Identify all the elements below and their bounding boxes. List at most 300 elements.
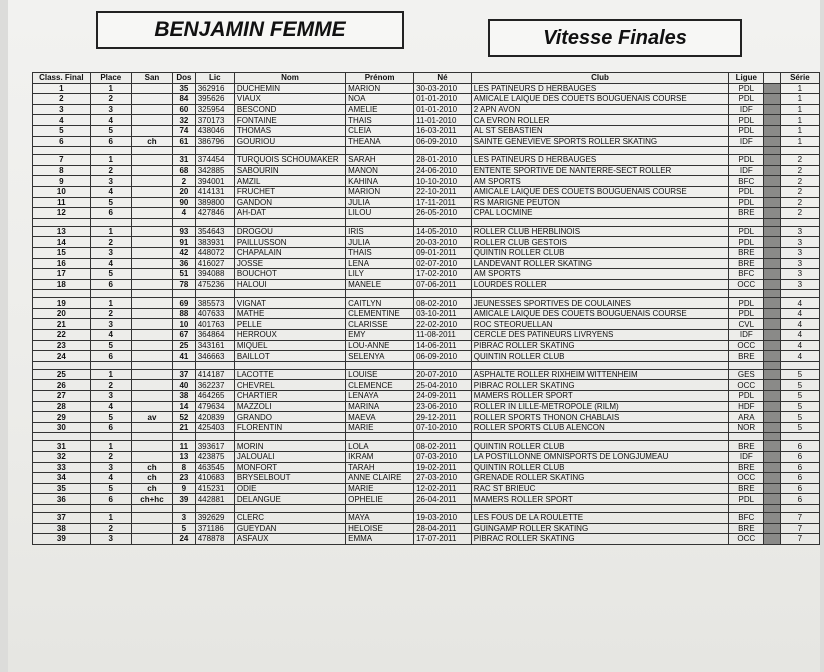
place-cell: 3: [90, 534, 131, 545]
series-divider: [764, 247, 780, 258]
series-divider: [764, 237, 780, 248]
ne-cell: 22-10-2011: [414, 186, 472, 197]
ne-cell: 20-07-2010: [414, 369, 472, 380]
club-cell: QUINTIN ROLLER CLUB: [471, 441, 729, 452]
class-final-cell: 32: [33, 452, 91, 463]
column-header: Prénom: [346, 73, 414, 84]
table-row: [33, 155, 820, 166]
column-header: Série: [780, 73, 819, 84]
separator-cell: [764, 218, 780, 226]
place-cell: 5: [90, 197, 131, 208]
ligue-cell: ARA: [729, 412, 764, 423]
dos-cell: 61: [173, 136, 196, 147]
ligue-cell: PDL: [729, 197, 764, 208]
ne-cell: 07-10-2010: [414, 422, 472, 433]
separator-cell: [780, 290, 819, 298]
separator-cell: [173, 290, 196, 298]
san-cell: [131, 165, 172, 176]
group-separator-row: [33, 504, 820, 512]
dos-cell: 9: [173, 483, 196, 494]
serie-cell: 5: [780, 391, 819, 402]
class-final-cell: 5: [33, 125, 91, 136]
ligue-cell: OCC: [729, 473, 764, 484]
class-final-cell: 6: [33, 136, 91, 147]
club-cell: CPAL LOCMINE: [471, 208, 729, 219]
class-final-cell: 37: [33, 512, 91, 523]
ne-cell: 14-06-2011: [414, 340, 472, 351]
nom-cell: DROGOU: [234, 226, 345, 237]
ne-cell: 08-02-2010: [414, 298, 472, 309]
prenom-cell: IRIS: [346, 226, 414, 237]
serie-cell: 2: [780, 186, 819, 197]
dos-cell: 69: [173, 298, 196, 309]
ligue-cell: BRE: [729, 441, 764, 452]
club-cell: ROLLER SPORTS THONON CHABLAIS: [471, 412, 729, 423]
group-separator-row: [33, 218, 820, 226]
column-header: Ligue: [729, 73, 764, 84]
dos-cell: 93: [173, 226, 196, 237]
series-divider: [764, 165, 780, 176]
club-cell: CA EVRON ROLLER: [471, 115, 729, 126]
separator-cell: [195, 218, 234, 226]
place-cell: 2: [90, 237, 131, 248]
dos-cell: 42: [173, 247, 196, 258]
prenom-cell: ANNE CLAIRE: [346, 473, 414, 484]
lic-cell: 414131: [195, 186, 234, 197]
group-separator-row: [33, 290, 820, 298]
club-cell: ASPHALTE ROLLER RIXHEIM WITTENHEIM: [471, 369, 729, 380]
separator-cell: [346, 290, 414, 298]
place-cell: 1: [90, 441, 131, 452]
separator-cell: [90, 218, 131, 226]
dos-cell: 23: [173, 473, 196, 484]
nom-cell: SABOURIN: [234, 165, 345, 176]
class-final-cell: 30: [33, 422, 91, 433]
series-divider: [764, 462, 780, 473]
separator-cell: [234, 361, 345, 369]
nom-cell: THOMAS: [234, 125, 345, 136]
dos-cell: 2: [173, 176, 196, 187]
series-divider: [764, 380, 780, 391]
class-final-cell: 20: [33, 308, 91, 319]
table-row: [33, 165, 820, 176]
prenom-cell: MAEVA: [346, 412, 414, 423]
dos-cell: 35: [173, 83, 196, 94]
table-row: [33, 94, 820, 105]
nom-cell: GOURIOU: [234, 136, 345, 147]
table-row: [33, 380, 820, 391]
san-cell: [131, 258, 172, 269]
nom-cell: FLORENTIN: [234, 422, 345, 433]
series-divider: [764, 298, 780, 309]
class-final-cell: 22: [33, 330, 91, 341]
ligue-cell: BFC: [729, 512, 764, 523]
nom-cell: MORIN: [234, 441, 345, 452]
table-row: [33, 422, 820, 433]
serie-cell: 3: [780, 258, 819, 269]
san-cell: av: [131, 412, 172, 423]
separator-cell: [729, 218, 764, 226]
san-cell: [131, 226, 172, 237]
ligue-cell: BRE: [729, 351, 764, 362]
club-cell: 2 APN AVON: [471, 104, 729, 115]
table-row: [33, 176, 820, 187]
club-cell: PIBRAC ROLLER SKATING: [471, 340, 729, 351]
serie-cell: 3: [780, 247, 819, 258]
table-row: [33, 237, 820, 248]
ligue-cell: PDL: [729, 237, 764, 248]
lic-cell: 410683: [195, 473, 234, 484]
lic-cell: 325954: [195, 104, 234, 115]
ligue-cell: OCC: [729, 340, 764, 351]
club-cell: GUINGAMP ROLLER SKATING: [471, 523, 729, 534]
ligue-cell: PDL: [729, 391, 764, 402]
lic-cell: 393617: [195, 441, 234, 452]
column-header: San: [131, 73, 172, 84]
ligue-cell: PDL: [729, 298, 764, 309]
separator-cell: [90, 290, 131, 298]
separator-cell: [195, 147, 234, 155]
place-cell: 4: [90, 473, 131, 484]
dos-cell: 90: [173, 197, 196, 208]
place-cell: 5: [90, 483, 131, 494]
ne-cell: 06-09-2010: [414, 136, 472, 147]
place-cell: 6: [90, 279, 131, 290]
serie-cell: 2: [780, 208, 819, 219]
separator-cell: [764, 147, 780, 155]
prenom-cell: SARAH: [346, 155, 414, 166]
series-divider: [764, 441, 780, 452]
series-divider: [764, 401, 780, 412]
separator-cell: [414, 361, 472, 369]
lic-cell: 425403: [195, 422, 234, 433]
ne-cell: 17-02-2010: [414, 269, 472, 280]
separator-cell: [173, 433, 196, 441]
san-cell: [131, 441, 172, 452]
prenom-cell: JULIA: [346, 237, 414, 248]
prenom-cell: LILOU: [346, 208, 414, 219]
club-cell: CERCLE DES PATINEURS LIVRYENS: [471, 330, 729, 341]
separator-cell: [764, 290, 780, 298]
separator-cell: [729, 504, 764, 512]
class-final-cell: 24: [33, 351, 91, 362]
class-final-cell: 1: [33, 83, 91, 94]
separator-cell: [90, 361, 131, 369]
serie-cell: 1: [780, 125, 819, 136]
lic-cell: 383931: [195, 237, 234, 248]
club-cell: PIBRAC ROLLER SKATING: [471, 380, 729, 391]
ne-cell: 17-07-2011: [414, 534, 472, 545]
lic-cell: 420839: [195, 412, 234, 423]
lic-cell: 370173: [195, 115, 234, 126]
serie-cell: 6: [780, 441, 819, 452]
club-cell: JEUNESSES SPORTIVES DE COULAINES: [471, 298, 729, 309]
results-sheet: [8, 0, 820, 672]
san-cell: [131, 115, 172, 126]
place-cell: 6: [90, 351, 131, 362]
prenom-cell: KAHINA: [346, 176, 414, 187]
club-cell: GRENADE ROLLER SKATING: [471, 473, 729, 484]
table-row: [33, 351, 820, 362]
ligue-cell: OCC: [729, 279, 764, 290]
table-row: [33, 319, 820, 330]
san-cell: ch: [131, 473, 172, 484]
separator-cell: [471, 147, 729, 155]
serie-cell: 7: [780, 523, 819, 534]
nom-cell: GRANDO: [234, 412, 345, 423]
prenom-cell: MANELE: [346, 279, 414, 290]
nom-cell: MONFORT: [234, 462, 345, 473]
series-divider: [764, 155, 780, 166]
serie-cell: 4: [780, 319, 819, 330]
series-divider: [764, 269, 780, 280]
serie-cell: 7: [780, 512, 819, 523]
place-cell: 2: [90, 94, 131, 105]
nom-cell: FONTAINE: [234, 115, 345, 126]
series-divider: [764, 258, 780, 269]
series-divider: [764, 483, 780, 494]
ligue-cell: PDL: [729, 83, 764, 94]
ne-cell: 07-06-2011: [414, 279, 472, 290]
prenom-cell: MARIE: [346, 422, 414, 433]
table-row: [33, 494, 820, 505]
lic-cell: 354643: [195, 226, 234, 237]
serie-cell: 3: [780, 226, 819, 237]
table-row: [33, 473, 820, 484]
results-table: [32, 72, 820, 545]
lic-cell: 475236: [195, 279, 234, 290]
serie-cell: 1: [780, 136, 819, 147]
dos-cell: 88: [173, 308, 196, 319]
club-cell: ROLLER CLUB HERBLINOIS: [471, 226, 729, 237]
table-row: [33, 269, 820, 280]
club-cell: AMICALE LAIQUE DES COUETS BOUGUENAIS COURSE: [471, 308, 729, 319]
club-cell: ROC STEORUELLAN: [471, 319, 729, 330]
series-divider: [764, 340, 780, 351]
class-final-cell: 25: [33, 369, 91, 380]
group-separator-row: [33, 147, 820, 155]
series-divider: [764, 136, 780, 147]
separator-cell: [764, 361, 780, 369]
nom-cell: TURQUOIS SCHOUMAKER: [234, 155, 345, 166]
dos-cell: 68: [173, 165, 196, 176]
series-divider: [764, 308, 780, 319]
ligue-cell: BRE: [729, 258, 764, 269]
serie-cell: 3: [780, 237, 819, 248]
class-final-cell: 10: [33, 186, 91, 197]
dos-cell: 4: [173, 208, 196, 219]
table-row: [33, 512, 820, 523]
ligue-cell: PDL: [729, 226, 764, 237]
ne-cell: 24-09-2011: [414, 391, 472, 402]
prenom-cell: MARINA: [346, 401, 414, 412]
dos-cell: 67: [173, 330, 196, 341]
nom-cell: BOUCHOT: [234, 269, 345, 280]
separator-cell: [471, 218, 729, 226]
san-cell: [131, 197, 172, 208]
ligue-cell: PDL: [729, 94, 764, 105]
separator-cell: [780, 218, 819, 226]
serie-cell: 6: [780, 494, 819, 505]
club-cell: AMICALE LAIQUE DES COUETS BOUGUENAIS COURSE: [471, 94, 729, 105]
dos-cell: 31: [173, 155, 196, 166]
separator-cell: [33, 433, 91, 441]
dos-cell: 3: [173, 512, 196, 523]
separator-cell: [764, 433, 780, 441]
place-cell: 4: [90, 330, 131, 341]
series-divider: [764, 125, 780, 136]
san-cell: [131, 237, 172, 248]
prenom-cell: MARIE: [346, 483, 414, 494]
dos-cell: 10: [173, 319, 196, 330]
table-row: [33, 136, 820, 147]
ligue-cell: GES: [729, 369, 764, 380]
nom-cell: DELANGUE: [234, 494, 345, 505]
series-divider: [764, 208, 780, 219]
separator-cell: [729, 290, 764, 298]
table-row: [33, 279, 820, 290]
table-row: [33, 369, 820, 380]
ne-cell: 08-02-2011: [414, 441, 472, 452]
series-divider: [764, 351, 780, 362]
club-cell: ENTENTE SPORTIVE DE NANTERRE-SECT ROLLER: [471, 165, 729, 176]
class-final-cell: 36: [33, 494, 91, 505]
lic-cell: 346663: [195, 351, 234, 362]
separator-cell: [90, 147, 131, 155]
table-row: [33, 340, 820, 351]
series-divider: [764, 369, 780, 380]
ne-cell: 19-02-2011: [414, 462, 472, 473]
ne-cell: 12-02-2011: [414, 483, 472, 494]
serie-cell: 5: [780, 422, 819, 433]
class-final-cell: 28: [33, 401, 91, 412]
column-header: Nom: [234, 73, 345, 84]
class-final-cell: 23: [33, 340, 91, 351]
serie-cell: 5: [780, 369, 819, 380]
club-cell: MAMERS ROLLER SPORT: [471, 391, 729, 402]
club-cell: LES FOUS DE LA ROULETTE: [471, 512, 729, 523]
ligue-cell: IDF: [729, 330, 764, 341]
ne-cell: 19-03-2010: [414, 512, 472, 523]
series-divider: [764, 83, 780, 94]
serie-cell: 3: [780, 269, 819, 280]
dos-cell: 11: [173, 441, 196, 452]
san-cell: [131, 176, 172, 187]
ne-cell: 11-01-2010: [414, 115, 472, 126]
dos-cell: 24: [173, 534, 196, 545]
club-cell: RAC ST BRIEUC: [471, 483, 729, 494]
nom-cell: MAZZOLI: [234, 401, 345, 412]
lic-cell: 343161: [195, 340, 234, 351]
nom-cell: BRYSELBOUT: [234, 473, 345, 484]
place-cell: 6: [90, 494, 131, 505]
lic-cell: 463545: [195, 462, 234, 473]
place-cell: 2: [90, 308, 131, 319]
ne-cell: 30-03-2010: [414, 83, 472, 94]
separator-cell: [729, 433, 764, 441]
nom-cell: ODIE: [234, 483, 345, 494]
separator-cell: [173, 361, 196, 369]
series-divider: [764, 279, 780, 290]
club-cell: MAMERS ROLLER SPORT: [471, 494, 729, 505]
place-cell: 1: [90, 155, 131, 166]
separator-cell: [195, 290, 234, 298]
nom-cell: HERROUX: [234, 330, 345, 341]
place-cell: 1: [90, 298, 131, 309]
ne-cell: 02-07-2010: [414, 258, 472, 269]
separator-cell: [234, 147, 345, 155]
serie-cell: 5: [780, 380, 819, 391]
ligue-cell: BFC: [729, 269, 764, 280]
nom-cell: AMZIL: [234, 176, 345, 187]
separator-cell: [33, 218, 91, 226]
lic-cell: 438046: [195, 125, 234, 136]
club-cell: LES PATINEURS D HERBAUGES: [471, 83, 729, 94]
separator-cell: [90, 433, 131, 441]
prenom-cell: CLARISSE: [346, 319, 414, 330]
ne-cell: 07-03-2010: [414, 452, 472, 463]
ligue-cell: BRE: [729, 247, 764, 258]
dos-cell: 21: [173, 422, 196, 433]
serie-cell: 6: [780, 473, 819, 484]
prenom-cell: LOU-ANNE: [346, 340, 414, 351]
ne-cell: 25-04-2010: [414, 380, 472, 391]
table-row: [33, 391, 820, 402]
separator-cell: [33, 290, 91, 298]
class-final-cell: 2: [33, 94, 91, 105]
prenom-cell: IKRAM: [346, 452, 414, 463]
lic-cell: 414187: [195, 369, 234, 380]
separator-cell: [234, 290, 345, 298]
class-final-cell: 8: [33, 165, 91, 176]
class-final-cell: 17: [33, 269, 91, 280]
san-cell: [131, 186, 172, 197]
club-cell: AM SPORTS: [471, 269, 729, 280]
series-divider: [764, 115, 780, 126]
class-final-cell: 14: [33, 237, 91, 248]
ne-cell: 06-09-2010: [414, 351, 472, 362]
separator-cell: [173, 147, 196, 155]
class-final-cell: 34: [33, 473, 91, 484]
lic-cell: 386796: [195, 136, 234, 147]
serie-cell: 4: [780, 351, 819, 362]
serie-cell: 2: [780, 176, 819, 187]
table-row: [33, 441, 820, 452]
series-divider: [764, 494, 780, 505]
series-divider: [764, 197, 780, 208]
san-cell: [131, 422, 172, 433]
series-divider: [764, 452, 780, 463]
separator-cell: [414, 218, 472, 226]
class-final-cell: 39: [33, 534, 91, 545]
class-final-cell: 4: [33, 115, 91, 126]
serie-cell: 7: [780, 534, 819, 545]
san-cell: [131, 298, 172, 309]
class-final-cell: 35: [33, 483, 91, 494]
class-final-cell: 26: [33, 380, 91, 391]
table-row: [33, 452, 820, 463]
event-title: Vitesse Finales: [488, 19, 742, 57]
san-cell: [131, 104, 172, 115]
nom-cell: PAILLUSSON: [234, 237, 345, 248]
san-cell: [131, 308, 172, 319]
place-cell: 5: [90, 340, 131, 351]
san-cell: [131, 83, 172, 94]
ne-cell: 29-12-2011: [414, 412, 472, 423]
ligue-cell: PDL: [729, 125, 764, 136]
separator-cell: [346, 218, 414, 226]
lic-cell: 392629: [195, 512, 234, 523]
